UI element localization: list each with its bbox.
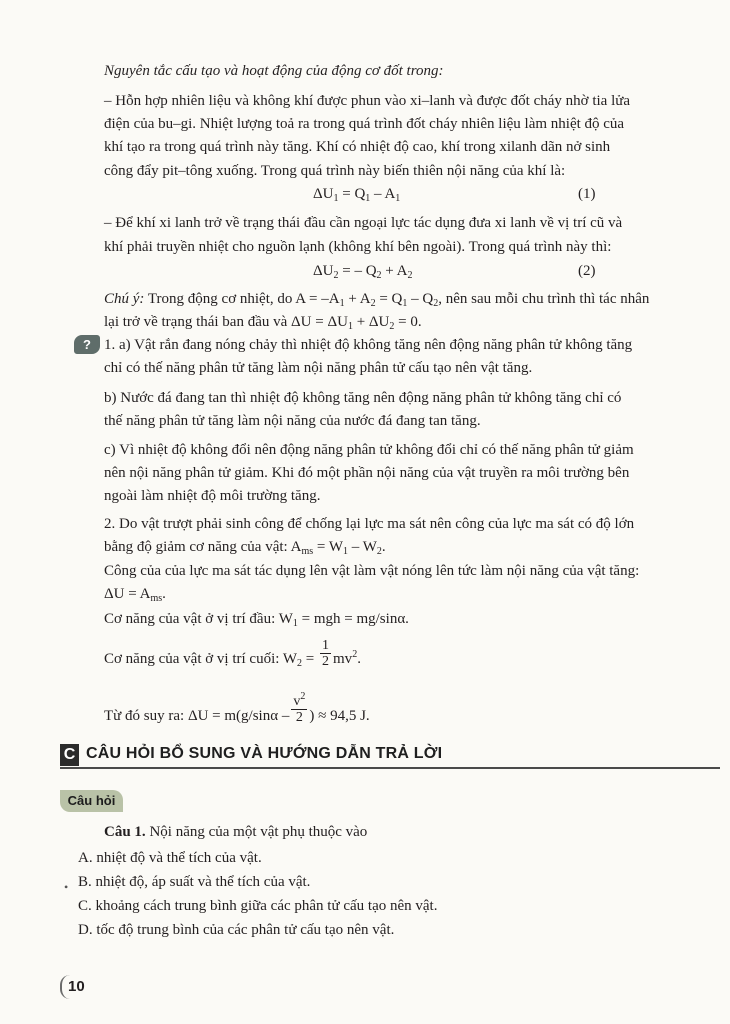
paragraph-line: – Hỗn hợp nhiên liệu và không khí được phun vào xi–lanh và được đốt cháy nhờ tia lửa	[104, 93, 631, 109]
answer-line: thế năng phân tử tăng làm nội năng của nước đá đang tan tăng.	[104, 413, 481, 429]
answer-line: Cơ năng của vật ở vị trí đầu: $W_1$ = mgh = mg/sinα.	[104, 611, 409, 629]
heading-principle: Nguyên tắc cấu tạo và hoạt động của động cơ đốt trong:	[104, 63, 444, 79]
option-d: D. tốc độ trung bình của các phân tử cấu tạo nên vật.	[78, 922, 395, 938]
note-line: lại trở về trạng thái ban đầu và $\Delta U = \Delta U_1 + \Delta U_2 = 0$.	[104, 314, 422, 332]
note-label: Chú ý:	[104, 291, 145, 307]
answer-line: $\Delta U = A_{ms}$.	[104, 586, 166, 604]
answer-line: 1. a) Vật rắn đang nóng chảy thì nhiệt độ không tăng nên động năng phân tử không tăng	[104, 337, 633, 353]
paragraph-line: khí tạo ra trong quá trình này tăng. Khí có nhiệt độ cao, khí trong xilanh dãn nở sinh	[104, 139, 611, 155]
option-c: C. khoảng cách trung bình giữa các phân tử cấu tạo nên vật.	[78, 898, 438, 914]
answer-line: ngoài làm nhiệt độ môi trường tăng.	[104, 488, 321, 504]
answer-line: chỉ có thế năng phân tử tăng làm nội năng phân tử cấu tạo nên vật tăng.	[104, 360, 533, 376]
paragraph-line: công đẩy pit–tông xuống. Trong quá trình này biến thiên nội năng của khí là:	[104, 163, 566, 179]
paragraph-line: điện của bu–gi. Nhiệt lượng toả ra trong quá trình đốt cháy nhiên liệu làm nhiệt độ của	[104, 116, 625, 132]
answer-line: Cơ năng của vật ở vị trí cuối: $W_2$ = $\frac{1}{2}$ $mv^2$.	[104, 638, 361, 670]
equation-1: $\Delta U_1 = Q_1 - A_1$	[313, 186, 401, 204]
option-a: A. nhiệt độ và thể tích của vật.	[78, 850, 262, 866]
section-c-header	[60, 744, 720, 768]
equation-number-2: (2)	[578, 263, 596, 279]
section-divider	[60, 767, 720, 769]
equation-2: $\Delta U_2$ = – $Q_2 + A_2$	[313, 263, 413, 281]
answer-line: b) Nước đá đang tan thì nhiệt độ không tăng nên động năng phân tử không tăng chỉ có	[104, 390, 622, 406]
paragraph-line: khí phải truyền nhiệt cho nguồn lạnh (không khí bên ngoài). Trong quá trình này thì:	[104, 239, 612, 255]
equation-number-1: (1)	[578, 186, 596, 202]
page-number: 10	[60, 975, 102, 999]
answer-line: nên nội năng phân tử giảm. Khi đó một phần nội năng của vật truyền ra môi trường bên	[104, 465, 630, 481]
question-mark-icon: ?	[74, 335, 100, 354]
paragraph-line: – Để khí xi lanh trở về trạng thái đầu cần ngoại lực tác dụng đưa xi lanh về vị trí cũ và	[104, 215, 623, 231]
option-b: B. nhiệt độ, áp suất và thể tích của vật.	[78, 874, 311, 890]
answer-line: Từ đó suy ra: ΔU = m(g/sinα – $\frac{v^2}{2}$ ) ≈ 94,5 J.	[104, 691, 370, 726]
bullet-dot-icon: •	[64, 880, 69, 894]
section-letter-badge: C	[60, 744, 79, 766]
answer-line: bằng độ giảm cơ năng của vật: $A_{ms} = W_1 - W_2$.	[104, 539, 386, 557]
answer-line: c) Vì nhiệt độ không đổi nên động năng phân tử không đổi chỉ có thế năng phân tử giảm	[104, 442, 634, 458]
questions-tag: Câu hỏi	[60, 790, 123, 812]
answer-line: Công của của lực ma sát tác dụng lên vật làm vật nóng lên tức làm nội năng của vật tăng:	[104, 563, 640, 579]
question-label: Câu 1.	[104, 824, 146, 840]
question-stem: Câu 1. Nội năng của một vật phụ thuộc vào	[104, 824, 368, 840]
note-line: Chú ý: Trong động cơ nhiệt, do $A = -A_1 + A_2 = Q_1 - Q_2$, nên sau mỗi chu trình thì tác nhân	[104, 291, 650, 309]
section-title: CÂU HỎI BỔ SUNG VÀ HƯỚNG DẪN TRẢ LỜI	[86, 745, 443, 762]
answer-line: 2. Do vật trượt phải sinh công để chống lại lực ma sát nên công của lực ma sát có độ lớn	[104, 516, 635, 532]
